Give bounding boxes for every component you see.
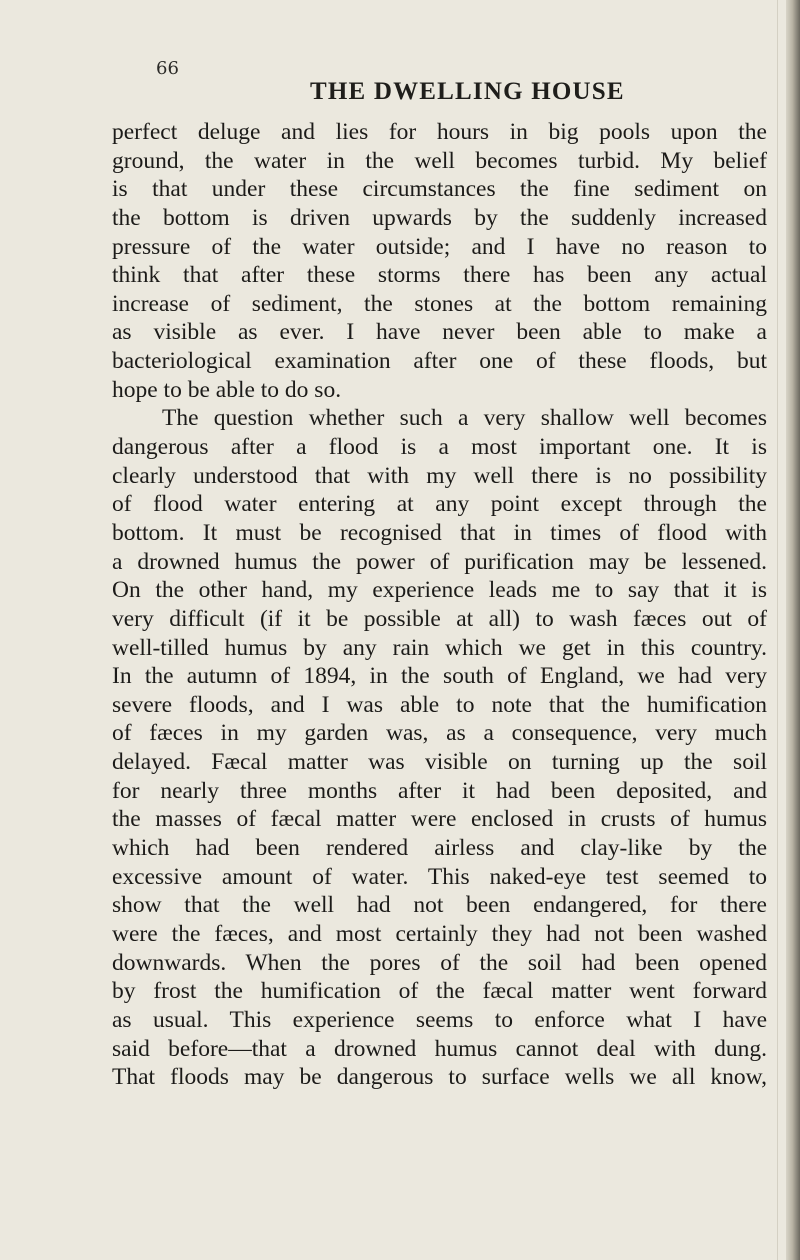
text-line: said before—that a drowned humus cannot deal with dung.: [112, 1035, 767, 1062]
text-line: bottom. It must be recognised that in times of flood with: [112, 519, 767, 546]
text-line: very difficult (if it be possible at all) to wash fæces out of: [112, 605, 767, 632]
running-head: THE DWELLING HOUSE: [310, 78, 625, 105]
text-line: increase of sediment, the stones at the bottom remaining: [112, 290, 767, 317]
body-text: [112, 118, 767, 1092]
text-line: hope to be able to do so.: [112, 376, 342, 403]
text-line: perfect deluge and lies for hours in big pools upon the: [112, 119, 767, 145]
text-line: think that after these storms there has been any actual: [112, 262, 767, 289]
text-line: That floods may be dangerous to surface wells we all know,: [112, 1064, 767, 1091]
text-line: severe floods, and I was able to note that the humification: [112, 691, 767, 718]
text-line: is that under these circumstances the fine sediment on: [112, 176, 767, 203]
text-line: excessive amount of water. This naked-eye test seemed to: [112, 863, 767, 890]
paragraph-first-line: The question whether such a very shallow well becomes: [162, 405, 767, 432]
text-line: of flood water entering at any point except through the: [112, 491, 767, 518]
page-edge-line: [777, 0, 778, 1260]
text-line: were the fæces, and most certainly they had not been washed: [112, 920, 767, 947]
text-line: bacteriological examination after one of these floods, but: [112, 348, 767, 375]
page-edge-shadow: [786, 0, 800, 1260]
text-line: by frost the humification of the fæcal matter went forward: [112, 978, 767, 1005]
text-line: the masses of fæcal matter were enclosed in crusts of humus: [112, 806, 767, 833]
text-line: as usual. This experience seems to enforce what I have: [112, 1006, 767, 1033]
text-line: downwards. When the pores of the soil had been opened: [112, 949, 767, 976]
text-line: as visible as ever. I have never been able to make a: [112, 319, 767, 346]
text-line: ground, the water in the well becomes turbid. My belief: [112, 147, 767, 174]
text-line: delayed. Fæcal matter was visible on turning up the soil: [112, 749, 767, 776]
text-line: pressure of the water outside; and I have no reason to: [112, 233, 767, 260]
text-line: a drowned humus the power of purification may be lessened.: [112, 548, 767, 575]
text-line: dangerous after a flood is a most important one. It is: [112, 434, 767, 461]
text-line: show that the well had not been endangered, for there: [112, 892, 767, 919]
text-line: of fæces in my garden was, as a consequence, very much: [112, 720, 767, 747]
text-line: which had been rendered airless and clay-like by the: [112, 835, 767, 862]
text-line: On the other hand, my experience leads me to say that it is: [112, 577, 767, 604]
text-line: well-tilled humus by any rain which we get in this country.: [112, 634, 767, 661]
text-line: clearly understood that with my well there is no possibility: [112, 462, 767, 489]
text-line: the bottom is driven upwards by the suddenly increased: [112, 204, 767, 231]
page-number: 66: [156, 58, 179, 79]
text-line: for nearly three months after it had been deposited, and: [112, 777, 767, 804]
text-line: In the autumn of 1894, in the south of England, we had very: [112, 663, 767, 690]
